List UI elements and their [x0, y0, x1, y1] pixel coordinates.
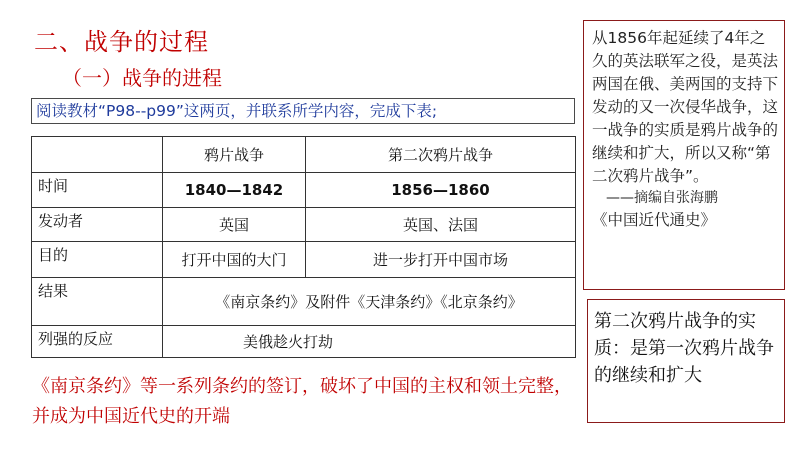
header-second-opium-war: 第二次鸦片战争	[306, 137, 576, 173]
cell-goal-war2: 进一步打开中国市场	[306, 242, 576, 278]
cell-time-war2: 1856—1860	[306, 173, 576, 208]
quote-text: 从1856年起延续了4年之久的英法联军之役，是英法两国在俄、美两国的支持下发动的又一次侵华战争，这一战争的实质是鸦片战争的继续和扩大，所以又称“第二次鸦片战争”。	[592, 29, 779, 185]
table-row-result	[32, 278, 576, 326]
table-row-powers	[32, 326, 576, 358]
table-row-initiator	[32, 208, 576, 242]
cell-time-war1: 1840—1842	[163, 173, 306, 208]
table-row-time	[32, 173, 576, 208]
cell-goal-war1: 打开中国的大门	[163, 242, 306, 278]
row-label-goal: 目的	[32, 242, 163, 278]
essence-box: 第二次鸦片战争的实质：是第一次鸦片战争的继续和扩大	[587, 299, 785, 423]
row-label-initiator: 发动者	[32, 208, 163, 242]
row-label-powers: 列强的反应	[32, 326, 163, 358]
cell-result: 《南京条约》及附件《天津条约》《北京条约》	[163, 278, 576, 326]
cell-powers: 美俄趁火打劫	[163, 326, 576, 358]
quote-source-author: ——摘编自张海鹏	[606, 190, 718, 206]
conclusion-text: 《南京条约》等一系列条约的签订，破坏了中国的主权和领土完整，并成为中国近代史的开端	[32, 376, 572, 427]
header-empty-cell	[32, 137, 163, 173]
table-row-goal	[32, 242, 576, 278]
subsection-title: （一）战争的进程	[62, 66, 222, 90]
cell-initiator-war2: 英国、法国	[306, 208, 576, 242]
header-opium-war: 鸦片战争	[163, 137, 306, 173]
row-label-result: 结果	[32, 278, 163, 326]
instruction-box: 阅读教材“P98--p99”这两页，并联系所学内容，完成下表;	[31, 98, 575, 124]
war-progress-table	[31, 136, 576, 358]
section-title: 二、战争的过程	[34, 28, 209, 56]
cell-initiator-war1: 英国	[163, 208, 306, 242]
table-header-row	[32, 137, 576, 173]
row-label-time: 时间	[32, 173, 163, 208]
quote-sidebox	[583, 20, 785, 290]
quote-source-book: 《中国近代通史》	[592, 211, 717, 229]
